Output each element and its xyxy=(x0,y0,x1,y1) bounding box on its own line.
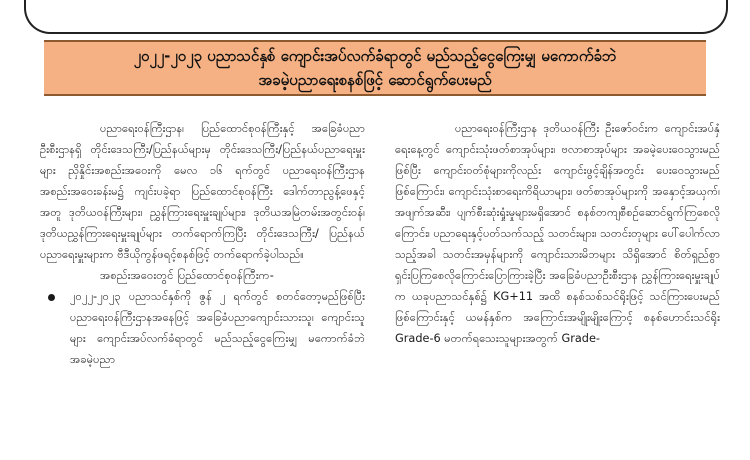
article-body xyxy=(40,118,720,460)
bullet-item-text: ၂၀၂၂-၂၀၂၃ ပညာသင်နှစ်ကို ဇွန် ၂ ရက်တွင် စတင်တော့မည်ဖြစ်ပြီး ပညာရေးဝန်ကြီးဌာနအနေဖြင့် အခြေခံပညာကျောင်းသားသူ၊ ကျောင်းသူများ ကျောင်းအပ်လက်ခံရာတွင် မည်သည့်ငွေကြေးမျှ မကောက်ခံဘဲ အခမဲ့ပညာ xyxy=(70,290,365,366)
bullet-item-1 xyxy=(40,286,365,370)
left-paragraph-2: အစည်းအဝေးတွင် ပြည်ထောင်စုဝန်ကြီးက- xyxy=(100,269,274,282)
bullet-list xyxy=(40,286,365,370)
bullet-dot-icon xyxy=(48,294,55,301)
headline-line-1: ၂၀၂၂-၂၀၂၃ ပညာသင်နှစ် ကျောင်းအပ်လက်ခံရာတွင် မည်သည့်ငွေကြေးမျှ မကောက်ခံဘဲ xyxy=(133,47,617,65)
left-paragraph-1: ပညာရေးဝန်ကြီးဌာန၊ ပြည်ထောင်စုဝန်ကြီးနှင့် အခြေခံပညာဦးစီးဌာနရှိ တိုင်းဒေသကြီး/ပြည်နယ်များမှ တိုင်းဒေသကြီး/ပြည်နယ်ပညာရေးမှူးများ ညှိနှိုင်းအစည်းအဝေးကို မေလ ၁၆ ရက်တွင် ပညာရေးဝန်ကြီးဌာန အစည်းအဝေးခန်းမ၌ ကျင်းပခဲ့ရာ ပြည်ထောင်စုဝန်ကြီး ဒေါက်တာညွန့်ဖေနှင့်အတူ ဒုတိယဝန်ကြီးများ၊ ညွှန်ကြားရေးမှူးချုပ်များ၊ ဒုတိယအမြဲတမ်းအတွင်းဝန်၊ ဒုတိယညွှန်ကြားရေးမှူးချုပ်များ တက်ရောက်ကြပြီး တိုင်းဒေသကြီး/ ပြည်နယ် ပညာရေးမှူးများက ဗီဒီယိုကွန်ဖရင့်စနစ်ဖြင့် တက်ရောက်ခဲ့ပါသည်။ xyxy=(40,122,365,261)
article-headline xyxy=(44,40,706,96)
top-frame-border xyxy=(24,0,728,34)
left-column xyxy=(40,118,365,460)
right-paragraph-1: ပညာရေးဝန်ကြီးဌာန ဒုတိယဝန်ကြီး ဦးဇော်ဝင်းက ကျောင်းအပ်နှံရေးနေ့တွင် ကျောင်းသုံးဖတ်စာအုပ်များ၊ ဗလာစာအုပ်များ အခမဲ့ပေးဝေသွားမည်ဖြစ်ပြီး ကျောင်းဝတ်စုံများကိုလည်း ကျောင်းဖွင့်ချိန်အတွင်း ပေးဝေသွားမည်ဖြစ်ကြောင်း၊ ကျောင်းသုံးစာရေးကိရိယာများ၊ ဖတ်စာအုပ်များကို အနှောင့်အယှက်၊ အဖျက်အဆီး၊ ပျက်စီးဆုံးရှုံးမှုများမရှိအောင် စနစ်တကျစီစဉ်ဆောင်ရွက်ကြစေလိုကြောင်း၊ ပညာရေးနှင့်ပတ်သက်သည့် သတင်းများ၊ သတင်းတုများ ပေါ်ပေါက်လာသည့်အခါ သတင်းအမှန်များကို ကျောင်းသားမိဘများ သိရှိအောင် စိတ်ရှည်စွာ ရှင်းပြကြစေလိုကြောင်းပြောကြားခဲ့ပြီး အခြေခံပညာဦးစီးဌာန ညွှန်ကြားရေးမှူးချုပ်က ယခုပညာသင်နှစ်၌ KG+11 အထိ စနစ်သစ်သင်ရိုးဖြင့် သင်ကြားပေးမည်ဖြစ်ကြောင်းနှင့် ယမန်နှစ်က အကြောင်းအမျိုးမျိုးကြောင့် စနစ်ဟောင်းသင်ရိုး Grade-6 မတက်ရသေးသူများအတွက် Grade- xyxy=(395,122,720,345)
right-column xyxy=(395,118,720,460)
headline-line-2: အခမဲ့ပညာရေးစနစ်ဖြင့် ဆောင်ရွက်ပေးမည် xyxy=(258,71,492,89)
